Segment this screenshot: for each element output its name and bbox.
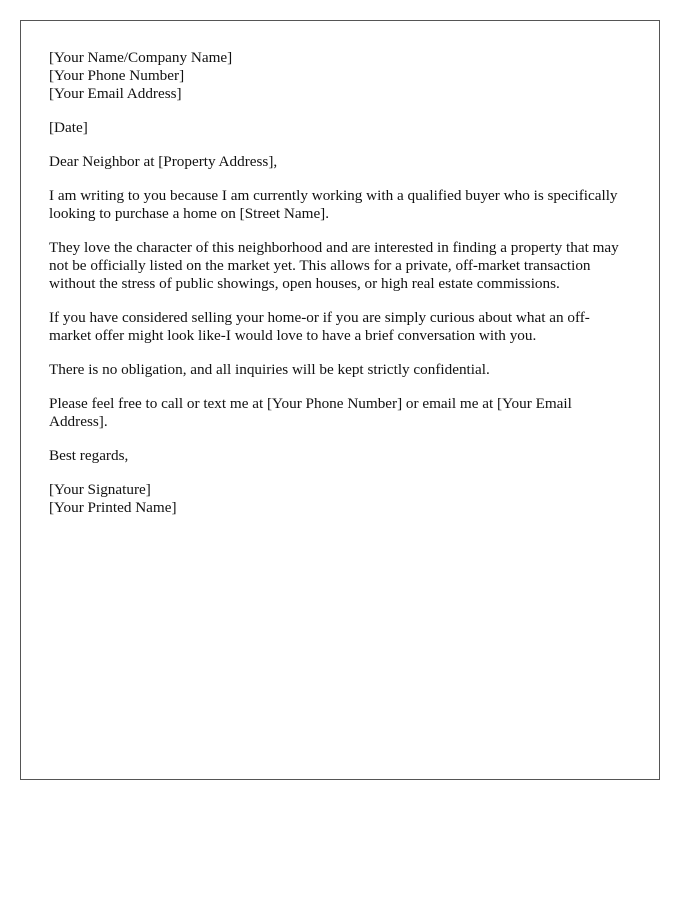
date-line: [Date] bbox=[49, 119, 88, 136]
paragraph-contact: Please feel free to call or text me at [Your Phone Number] or email me at [Your Email Address]. bbox=[49, 395, 572, 430]
paragraph-intro: I am writing to you because I am currently working with a qualified buyer who is specifically looking to purchase a home on [Street Name]. bbox=[49, 187, 618, 222]
signature-block bbox=[49, 481, 624, 517]
sender-email: [Your Email Address] bbox=[49, 85, 182, 102]
closing: Best regards, bbox=[49, 447, 129, 464]
signature-line: [Your Signature] bbox=[49, 481, 151, 498]
sender-block bbox=[49, 49, 624, 103]
printed-name: [Your Printed Name] bbox=[49, 499, 177, 516]
salutation: Dear Neighbor at [Property Address], bbox=[49, 153, 278, 170]
paragraph-confidential: There is no obligation, and all inquiries will be kept strictly confidential. bbox=[49, 361, 490, 378]
sender-phone: [Your Phone Number] bbox=[49, 67, 185, 84]
letter-body bbox=[49, 49, 624, 533]
sender-name: [Your Name/Company Name] bbox=[49, 49, 233, 66]
paragraph-offer: If you have considered selling your home-or if you are simply curious about what an off-market offer might look like-I would love to have a brief conversation with you. bbox=[49, 309, 590, 344]
letter-page bbox=[20, 20, 660, 780]
paragraph-neighborhood: They love the character of this neighborhood and are interested in finding a property that may not be officially listed on the market yet. This allows for a private, off-market transaction without the stress of public showings, open houses, or high real estate commissions. bbox=[49, 239, 619, 292]
